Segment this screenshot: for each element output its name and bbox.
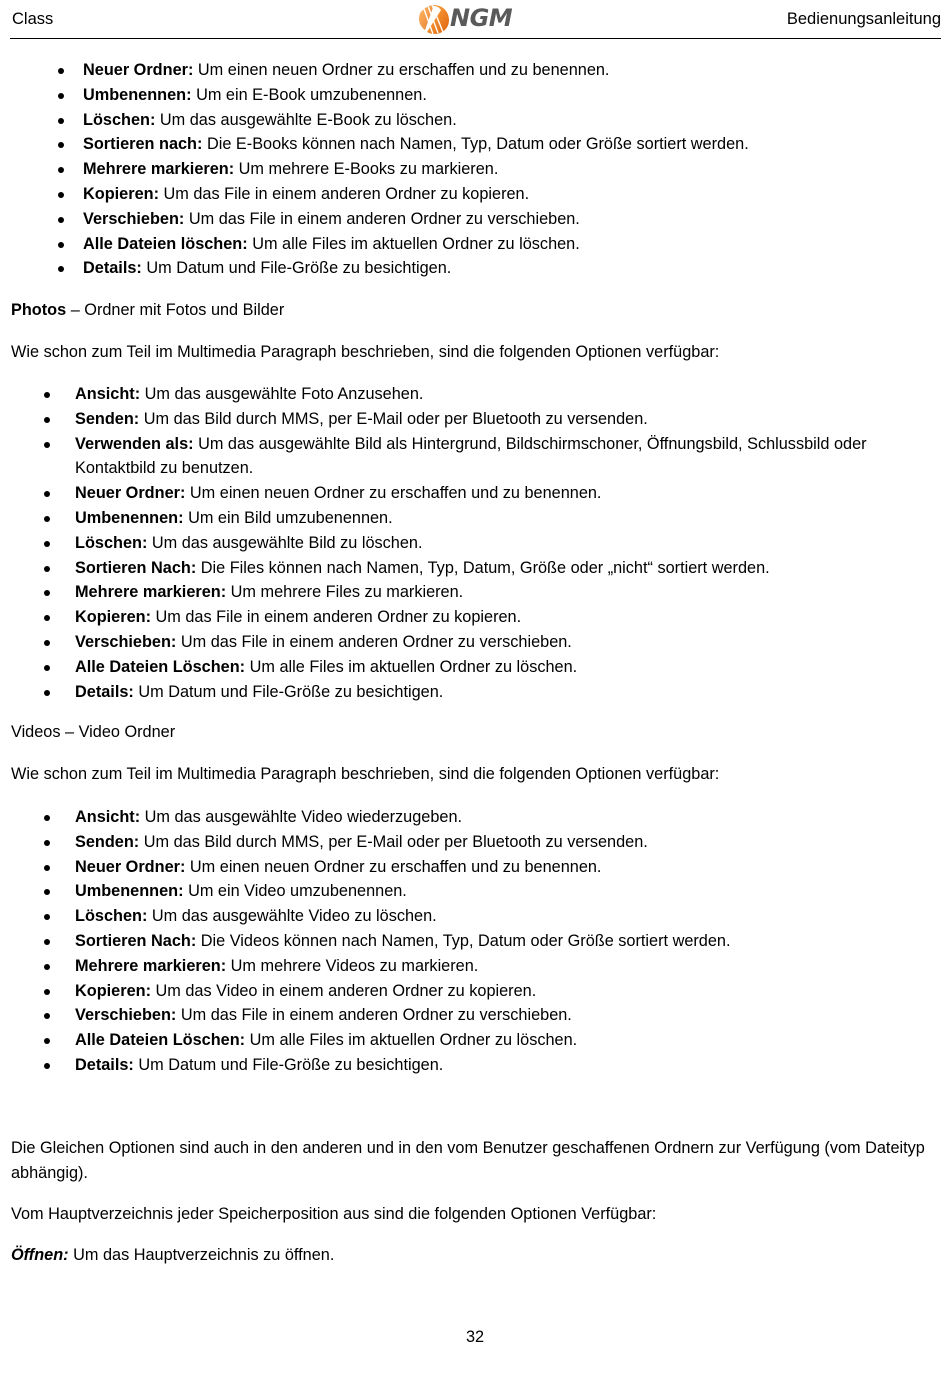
option-term: Verschieben:: [83, 209, 185, 228]
option-term: Alle Dateien löschen:: [83, 234, 248, 253]
option-description: Um das ausgewählte Video zu löschen.: [147, 907, 437, 926]
option-term: Kopieren:: [75, 608, 151, 627]
logo-wordmark: NGM: [450, 4, 513, 32]
ebook-options-list: [83, 58, 933, 281]
option-term: Umbenennen:: [75, 508, 184, 527]
option-term: Alle Dateien Löschen:: [75, 1031, 246, 1050]
option-description: Die Files können nach Namen, Typ, Datum, Größe oder „nicht“ sortiert werden.: [196, 558, 770, 577]
option-description: Um mehrere E-Books zu markieren.: [234, 160, 499, 179]
bullet-icon: [44, 889, 50, 895]
option-term: Ansicht:: [75, 808, 141, 826]
bullet-icon: [44, 989, 50, 995]
option-description: Um das File in einem anderen Ordner zu kopieren.: [151, 608, 522, 627]
list-item: [75, 929, 937, 954]
option-description: Um Datum und File-Größe zu besichtigen.: [141, 259, 452, 278]
list-item: [75, 556, 937, 581]
bullet-icon: [58, 192, 64, 198]
list-item: [83, 132, 933, 157]
option-term: Mehrere markieren:: [75, 956, 227, 975]
bullet-icon: [44, 665, 50, 671]
option-description: Um das File in einem anderen Ordner zu verschieben.: [176, 1006, 572, 1025]
bullet-icon: [44, 417, 50, 423]
list-item: [75, 904, 937, 929]
bullet-icon: [58, 68, 64, 74]
option-term: Mehrere markieren:: [75, 583, 227, 602]
option-term: Alle Dateien Löschen:: [75, 657, 246, 676]
header-document-type: Bedienungsanleitung: [786, 10, 941, 28]
option-description: Um ein E-Book umzubenennen.: [191, 85, 427, 104]
option-term: Verwenden als:: [75, 434, 194, 453]
bullet-icon: [44, 590, 50, 596]
bullet-icon: [44, 566, 50, 572]
option-term: Senden:: [75, 832, 140, 851]
bullet-icon: [44, 964, 50, 970]
list-item: [83, 157, 933, 182]
option-term: Sortieren nach:: [83, 135, 203, 154]
list-item: [75, 805, 937, 830]
option-description: Um alle Files im aktuellen Ordner zu löschen.: [245, 657, 578, 676]
list-item: [75, 531, 937, 556]
option-term: Sortieren Nach:: [75, 558, 197, 577]
bullet-icon: [44, 815, 50, 821]
videos-heading: Videos – Video Ordner: [11, 723, 176, 741]
video-options-list: [75, 805, 937, 1078]
option-description: Um Datum und File-Größe zu besichtigen.: [133, 682, 444, 701]
option-description: Um ein Video umzubenennen.: [183, 882, 407, 901]
option-description: Um das File in einem anderen Ordner zu kopieren.: [159, 184, 530, 203]
list-item: [75, 506, 937, 531]
option-term: Umbenennen:: [75, 882, 184, 901]
bullet-icon: [44, 690, 50, 696]
list-item: [75, 879, 937, 904]
option-description: Um mehrere Videos zu markieren.: [226, 956, 479, 975]
option-description: Um ein Bild umzubenennen.: [183, 508, 393, 527]
bullet-icon: [44, 914, 50, 920]
list-item: [75, 680, 937, 705]
option-term: Senden:: [75, 409, 140, 428]
bullet-icon: [58, 167, 64, 173]
page-header: [10, 0, 941, 39]
list-item: [75, 830, 937, 855]
option-term: Details:: [83, 259, 142, 278]
option-description: Um einen neuen Ordner zu erschaffen und zu benennen.: [193, 61, 610, 79]
list-item: [75, 481, 937, 506]
photos-heading-text: – Ordner mit Fotos und Bilder: [66, 301, 285, 319]
list-item: [75, 1028, 937, 1053]
header-product-name: Class: [12, 10, 54, 28]
option-term: Details:: [75, 1055, 134, 1074]
list-item: [75, 1003, 937, 1028]
bullet-icon: [58, 217, 64, 223]
root-directory-intro: Vom Hauptverzeichnis jeder Speicherposition aus sind die folgenden Optionen Verfügbar:: [11, 1205, 657, 1223]
option-description: Um mehrere Files zu markieren.: [226, 583, 464, 602]
list-item: [75, 954, 937, 979]
photos-heading: [11, 298, 936, 323]
option-term: Ansicht:: [75, 385, 141, 403]
option-term: Verschieben:: [75, 632, 177, 651]
photos-heading-term: Photos: [11, 301, 67, 319]
option-description: Um das ausgewählte E-Book zu löschen.: [155, 110, 457, 129]
option-description: Um Datum und File-Größe zu besichtigen.: [133, 1055, 444, 1074]
ngm-logo: [417, 2, 533, 36]
list-item: [75, 432, 937, 482]
list-item: [83, 58, 933, 83]
list-item: [83, 108, 933, 133]
closing-paragraph: Die Gleichen Optionen sind auch in den anderen und in den vom Benutzer geschaffenen Ordnern zur Verfügung (vom Dateityp abhängig).: [11, 1139, 925, 1182]
option-term: Kopieren:: [83, 184, 159, 203]
option-description: Um einen neuen Ordner zu erschaffen und zu benennen.: [185, 484, 602, 503]
option-description: Um das File in einem anderen Ordner zu verschieben.: [184, 209, 580, 228]
option-description: Um alle Files im aktuellen Ordner zu löschen.: [247, 234, 580, 253]
bullet-icon: [44, 392, 50, 398]
open-option-term: Öffnen:: [11, 1246, 69, 1264]
option-description: Die E-Books können nach Namen, Typ, Datum oder Größe sortiert werden.: [202, 135, 749, 154]
bullet-icon: [58, 266, 64, 272]
option-description: Um das ausgewählte Bild zu löschen.: [147, 533, 423, 552]
option-description: Die Videos können nach Namen, Typ, Datum oder Größe sortiert werden.: [196, 931, 731, 950]
list-item: [83, 256, 933, 281]
bullet-icon: [58, 118, 64, 124]
bullet-icon: [44, 1038, 50, 1044]
option-description: Um das File in einem anderen Ordner zu verschieben.: [176, 632, 572, 651]
list-item: [75, 407, 937, 432]
option-term: Löschen:: [75, 533, 148, 552]
list-item: [75, 855, 937, 880]
option-term: Mehrere markieren:: [83, 160, 235, 179]
open-option: [11, 1243, 936, 1268]
bullet-icon: [44, 491, 50, 497]
bullet-icon: [44, 541, 50, 547]
list-item: [75, 655, 937, 680]
option-term: Neuer Ordner:: [83, 61, 194, 79]
option-term: Verschieben:: [75, 1006, 177, 1025]
option-description: Um das ausgewählte Foto Anzusehen.: [140, 385, 424, 403]
option-description: Um einen neuen Ordner zu erschaffen und zu benennen.: [185, 857, 602, 876]
list-item: [75, 630, 937, 655]
list-item: [75, 580, 937, 605]
option-description: Um das ausgewählte Bild als Hintergrund, Bildschirmschoner, Öffnungsbild, Schlussbild oder Kontaktbild zu benutzen.: [75, 434, 867, 478]
bullet-icon: [44, 865, 50, 871]
list-item: [75, 1053, 937, 1078]
option-description: Um alle Files im aktuellen Ordner zu löschen.: [245, 1031, 578, 1050]
bullet-icon: [44, 939, 50, 945]
option-term: Löschen:: [83, 110, 156, 129]
ngm-logo-shell-icon: [417, 2, 451, 36]
bullet-icon: [44, 1013, 50, 1019]
option-term: Neuer Ordner:: [75, 857, 186, 876]
option-term: Neuer Ordner:: [75, 484, 186, 503]
bullet-icon: [44, 1063, 50, 1069]
bullet-icon: [58, 93, 64, 99]
option-description: Um das ausgewählte Video wiederzugeben.: [140, 808, 463, 826]
list-item: [75, 605, 937, 630]
option-description: Um das Bild durch MMS, per E-Mail oder per Bluetooth zu versenden.: [139, 832, 648, 851]
bullet-icon: [44, 615, 50, 621]
option-term: Umbenennen:: [83, 85, 192, 104]
bullet-icon: [44, 640, 50, 646]
list-item: [83, 207, 933, 232]
list-item: [83, 232, 933, 257]
option-term: Löschen:: [75, 907, 148, 926]
bullet-icon: [44, 516, 50, 522]
list-item: [75, 979, 937, 1004]
bullet-icon: [58, 142, 64, 148]
bullet-icon: [44, 840, 50, 846]
bullet-icon: [58, 242, 64, 248]
photos-intro: Wie schon zum Teil im Multimedia Paragraph beschrieben, sind die folgenden Optionen verfügbar:: [11, 343, 720, 361]
videos-intro: Wie schon zum Teil im Multimedia Paragraph beschrieben, sind die folgenden Optionen verfügbar:: [11, 765, 720, 783]
open-option-text: Um das Hauptverzeichnis zu öffnen.: [68, 1246, 335, 1264]
list-item: [83, 182, 933, 207]
option-description: Um das Bild durch MMS, per E-Mail oder per Bluetooth zu versenden.: [139, 409, 648, 428]
list-item: [75, 382, 937, 407]
page-number: 32: [465, 1328, 485, 1346]
option-description: Um das Video in einem anderen Ordner zu kopieren.: [151, 981, 537, 1000]
option-term: Sortieren Nach:: [75, 931, 197, 950]
option-term: Details:: [75, 682, 134, 701]
photo-options-list: [75, 382, 937, 704]
list-item: [83, 83, 933, 108]
bullet-icon: [44, 442, 50, 448]
option-term: Kopieren:: [75, 981, 151, 1000]
